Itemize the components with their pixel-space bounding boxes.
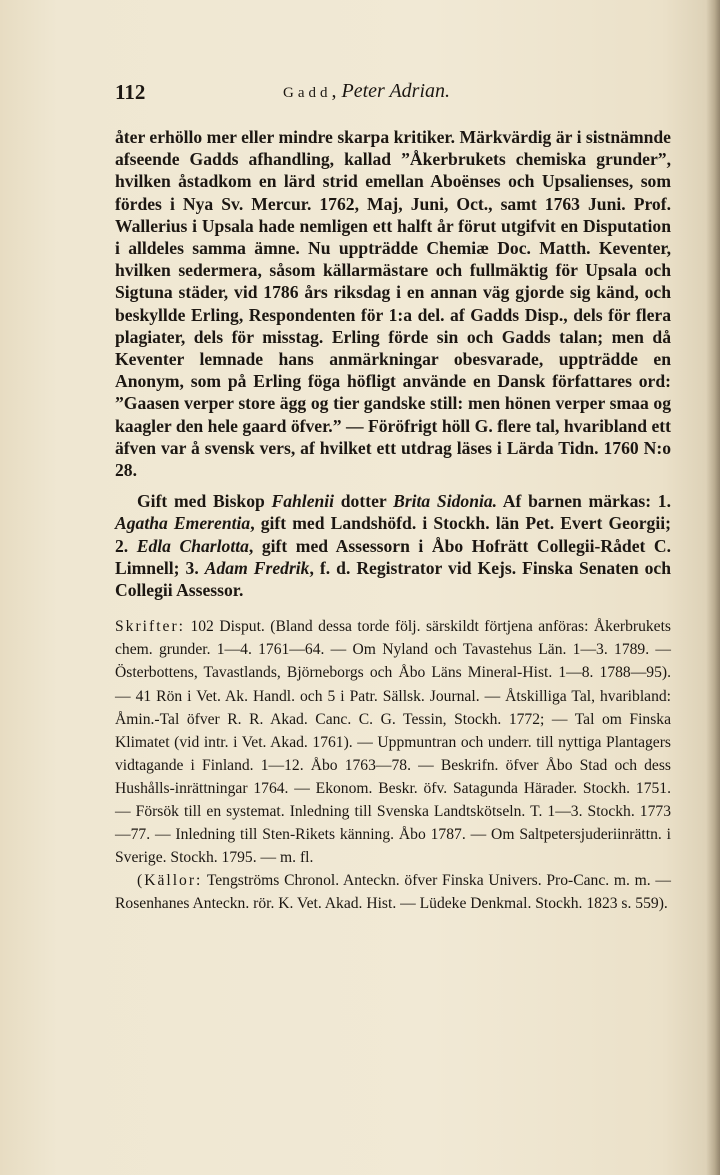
author-surname: Gadd [283, 85, 332, 101]
paragraph-career: åter erhöllo mer eller mindre skarpa kritiker. Märkvärdig är i sistnämnde afseende Gadds afhandling, kallad ”Åkerbrukets chemiska grunder”, hvilken åstadkom en lärd strid emellan Aboënses och Upsalienses, som fördes i Nya Sv. Mercur. 1762, Maj, Juni, Oct., samt 1763 Juni. Prof. Wallerius i Upsala hade nemligen ett halft år förut utgifvit en Disputation i alldeles samma ämne. Nu uppträdde Chemiæ Doc. Matth. Keventer, hvilken sedermera, såsom källarmästare och fullmäktig för Upsala och Sigtuna städer, vid 1786 års riksdag i en annan väg gjorde sig känd, och beskyllde Erling, Respondenten för 1:a del. af Gadds Disp., dels för flera plagiater, dels för misstag. Erling förde sin och Gadds talan; men då Keventer lemnade hans anmärkningar obesvarade, uppträdde en Anonym, som på Erling föga höfligt använde en Dansk författares ord: ”Gaasen verper store ägg og tier gandske still: men hönen verper smaa og kaagler den hele gaard öfver.” — Föröfrigt höll G. flere tal, hvaribland ett äfven var å svensk vers, af hvilket ett utdrag läses i Lärda Tidn. 1760 N:o 28. [115, 127, 671, 481]
works-section [115, 615, 671, 915]
page-number: 112 [115, 80, 146, 104]
family-name-adam: Adam Fredrik [204, 557, 310, 578]
family-name-brita: Brita Sidonia. [393, 491, 498, 512]
family-text: Af barnen märkas: 1. [497, 491, 671, 512]
family-text: , gift med Assessorn i Åbo Hofrätt Collegii-Rådet C. Limnell; 3. [115, 535, 671, 578]
paragraph-family [115, 490, 671, 601]
family-text: Gift med Biskop [137, 491, 272, 512]
page-spine-shadow [706, 0, 720, 1175]
author-given-name: Peter Adrian. [341, 80, 451, 102]
sources-text: Tengströms Chronol. Anteckn. öfver Finska Univers. Pro-Canc. m. m. — Rosenhanes Anteckn. rör. K. Vet. Akad. Hist. — Lüdeke Denkmal. Stockh. 1823 s. 559). [115, 872, 671, 913]
works-list [115, 615, 671, 869]
family-text: , gift med Landshöfd. i Stockh. län Pet. Evert Georgii; 2. [115, 513, 671, 556]
body-text [115, 126, 671, 915]
family-name-edla: Edla Charlotta [136, 535, 249, 556]
main-text [115, 126, 671, 601]
works-label: Skrifter: [115, 618, 185, 636]
family-text: dotter [334, 491, 394, 512]
running-head: Gadd, Peter Adrian. [283, 80, 451, 102]
family-text: , f. d. Registrator vid Kejs. Finska Senaten och Collegii Assessor. [115, 557, 672, 601]
family-name-fahlenii: Fahlenii [271, 491, 335, 512]
family-name-agatha: Agatha Emerentia [115, 513, 251, 534]
page-header [115, 80, 675, 110]
sources-label: (Källor: [137, 872, 203, 890]
works-text: 102 Disput. (Bland dessa torde följ. särskildt förtjena anföras: Åkerbrukets chem. grunder. 1—4. 1761—64. — Om Nyland och Tavastehus Län. 1—3. 1789. — Österbottens, Tavastlands, Björneborgs och Åbo Läns Mineral-Hist. 1—8. 1788—95). — 41 Rön i Vet. Ak. Handl. och 5 i Patr. Sällsk. Journal. — Åtskilliga Tal, hvaribland: Åmin.-Tal öfver R. R. Akad. Canc. C. G. Tessin, Stockh. 1772; — Tal om Finska Klimatet (vid intr. i Vet. Akad. 1761). — Uppmuntran och underr. till nyttiga Plantagers vidtagande i Finland. 1—12. Åbo 1763—78. — Beskrifn. öfver Åbo Stad och dess Hushålls-inrättningar 1764. — Ekonom. Beskr. öfv. Satagunda Härader. Stockh. 1751. — Försök till en systemat. Inledning till Svenska Landtskötseln. T. 1—3. Stockh. 1773—77. — Inledning till Sten-Rikets känning. Åbo 1787. — Om Saltpetersjuderiinrättn. i Sverige. Stockh. 1795. — m. fl. [115, 618, 672, 867]
sources-list [115, 869, 671, 915]
